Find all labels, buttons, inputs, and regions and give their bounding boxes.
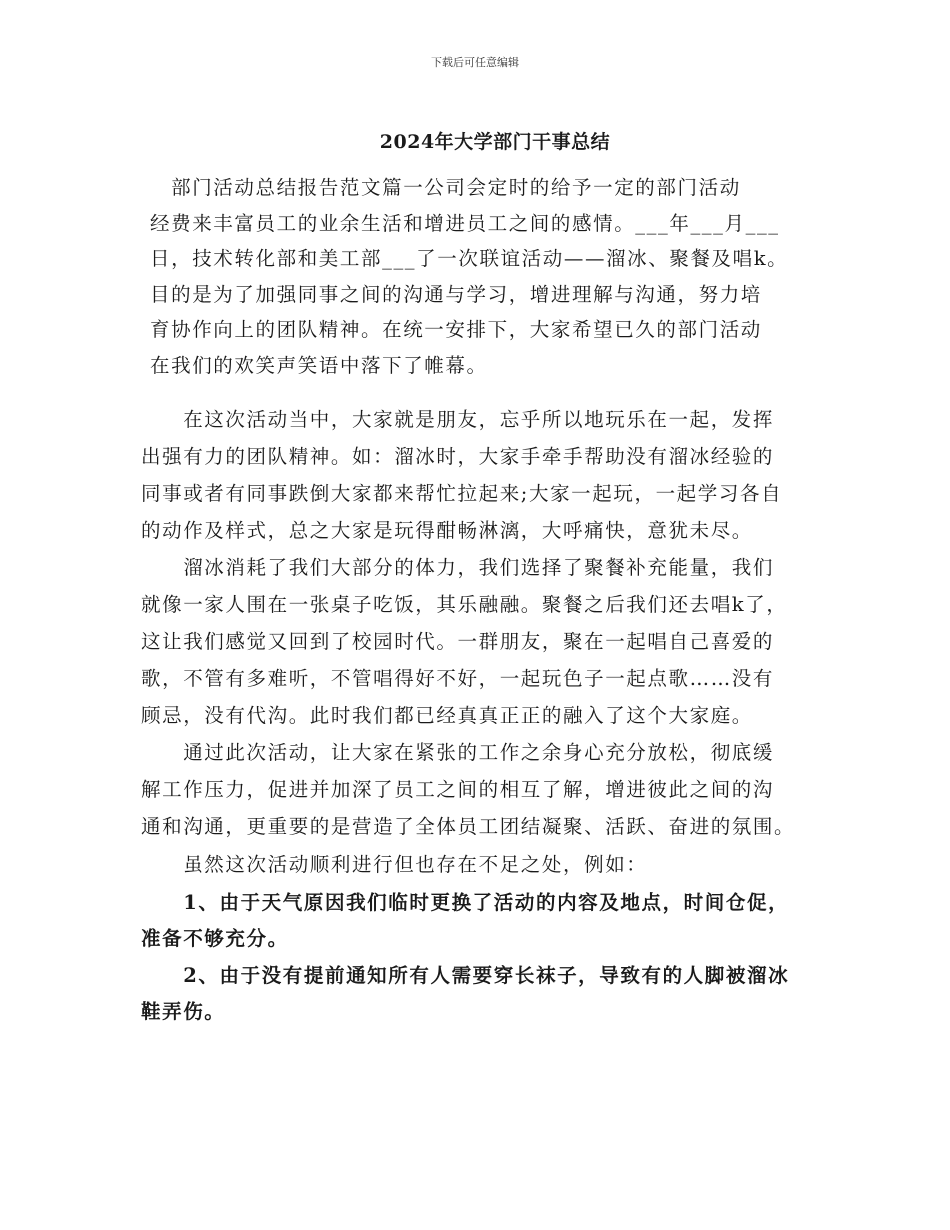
text-line: 在我们的欢笑声笑语中落下了帷幕。 <box>150 353 488 377</box>
paragraph-intro <box>150 170 830 384</box>
paragraph-shortcoming-1 <box>141 885 821 957</box>
text-line: 准备不够充分。 <box>141 927 289 950</box>
text-line: 的动作及样式，总之大家是玩得酣畅淋漓，大呼痛快，意犹未尽。 <box>141 519 753 542</box>
text-line: 顾忌，没有代沟。此时我们都已经真真正正的融入了这个大家庭。 <box>141 704 753 727</box>
paragraph-shortcoming-2 <box>141 958 821 1030</box>
text-line: 虽然这次活动顺利进行但也存在不足之处，例如： <box>141 853 648 876</box>
text-line: 目的是为了加强同事之间的沟通与学习，增进理解与沟通，努力培 <box>150 282 762 306</box>
text-line: 鞋弄伤。 <box>141 1000 226 1023</box>
paragraph-shortcomings-intro <box>141 846 821 883</box>
text-line: 通和沟通，更重要的是营造了全体员工团结凝聚、活跃、奋进的氛围。 <box>141 815 796 838</box>
text-line: 歌，不管有多难听，不管唱得好不好，一起玩色子一起点歌……没有 <box>141 667 775 690</box>
text-line: 溜冰消耗了我们大部分的体力，我们选择了聚餐补充能量，我们 <box>141 556 775 579</box>
text-line: 部门活动总结报告范文篇一公司会定时的给予一定的部门活动 <box>150 176 741 199</box>
text-line: 同事或者有同事跌倒大家都来帮忙拉起来;大家一起玩，一起学习各自 <box>141 482 783 505</box>
text-line: 日，技术转化部和美工部___了一次联谊活动——溜冰、聚餐及唱k。 <box>150 247 789 271</box>
text-line: 这让我们感觉又回到了校园时代。一群朋友，聚在一起唱自己喜爱的 <box>141 630 775 653</box>
text-line: 2、由于没有提前通知所有人需要穿长袜子，导致有的人脚被溜冰 <box>141 964 790 987</box>
text-line: 解工作压力，促进并加深了员工之间的相互了解，增进彼此之间的沟 <box>141 778 775 801</box>
paragraph-activity <box>141 401 821 549</box>
text-line: 就像一家人围在一张桌子吃饭，其乐融融。聚餐之后我们还去唱k了， <box>141 593 788 616</box>
text-line: 在这次活动当中，大家就是朋友，忘乎所以地玩乐在一起，发挥 <box>141 408 775 431</box>
paragraph-outcome <box>141 734 821 845</box>
text-line: 通过此次活动，让大家在紧张的工作之余身心充分放松，彻底缓 <box>141 741 775 764</box>
document-title: 2024年大学部门干事总结 <box>379 131 611 153</box>
text-line: 育协作向上的团队精神。在统一安排下，大家希望已久的部门活动 <box>150 318 762 342</box>
header-note: 下载后可任意编辑 <box>431 56 519 69</box>
paragraph-dinner <box>141 549 821 734</box>
text-line: 出强有力的团队精神。如：溜冰时，大家手牵手帮助没有溜冰经验的 <box>141 445 775 468</box>
text-line: 经费来丰富员工的业余生活和增进员工之间的感情。___年___月___ <box>150 211 780 235</box>
text-line: 1、由于天气原因我们临时更换了活动的内容及地点，时间仓促， <box>141 891 790 914</box>
